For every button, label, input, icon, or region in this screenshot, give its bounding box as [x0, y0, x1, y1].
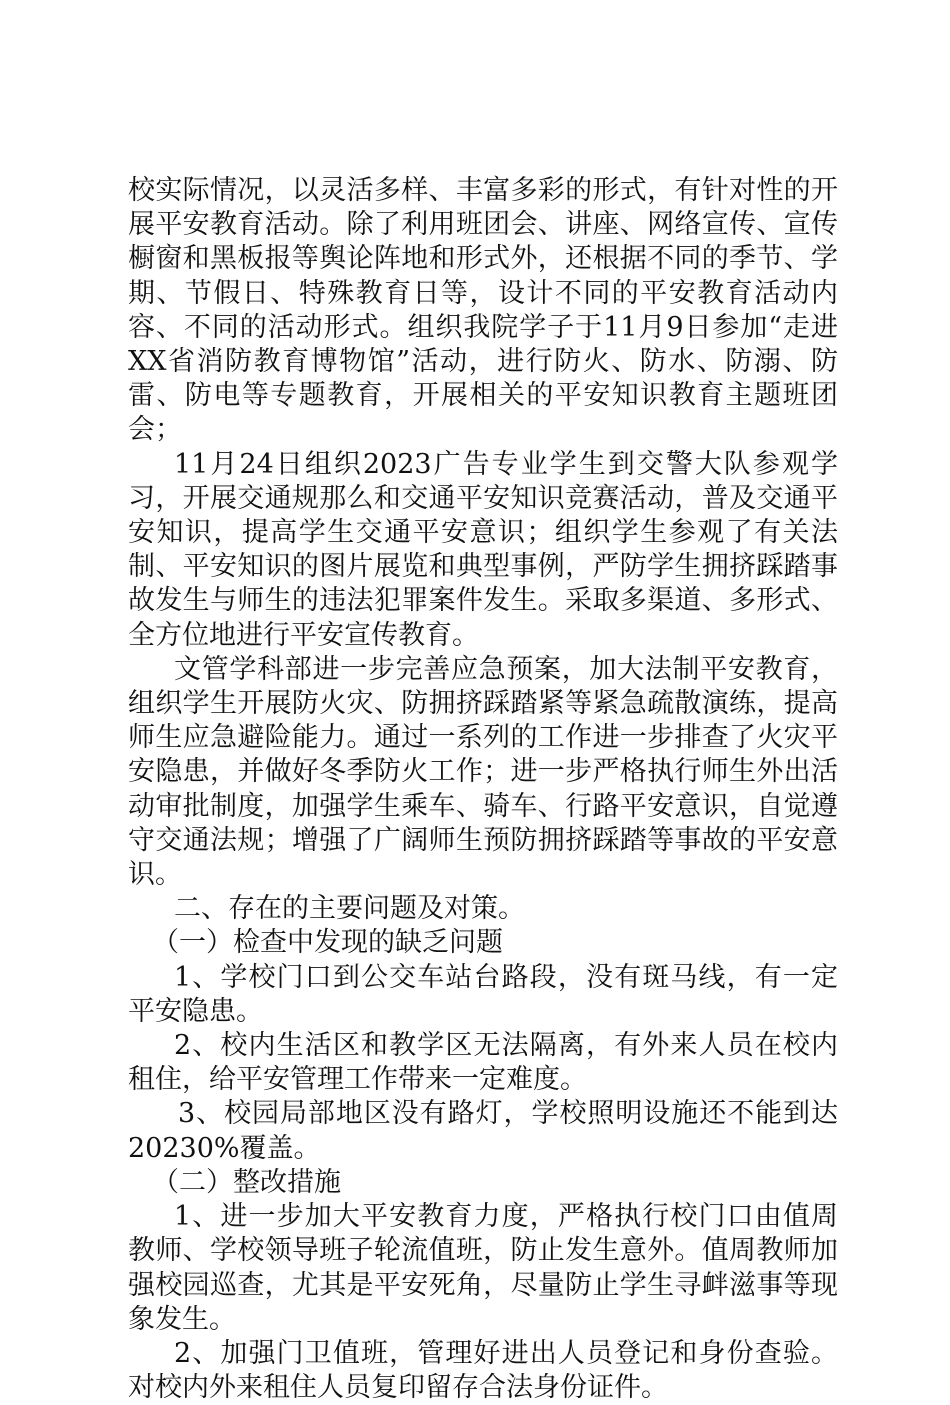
subheading-measures: （二）整改措施	[152, 1166, 341, 1198]
problem-item-1: 1、学校门口到公交车站台路段，没有斑马线，有一定平安隐患。	[128, 961, 838, 1027]
measure-item-1: 1、进一步加大平安教育力度，严格执行校门口由值周教师、学校领导班子轮流值班，防止发生意外。值周教师加强校园巡查，尤其是平安死角，尽量防止学生寻衅滋事等现象发生。	[128, 1201, 838, 1335]
paragraph-continuation: 校实际情况，以灵活多样、丰富多彩的形式，有针对性的开展平安教育活动。除了利用班团会、讲座、网络宣传、宣传橱窗和黑板报等舆论阵地和形式外，还根据不同的季节、学期、节假日、特殊教育日等，设计不同的平安教育活动内容、不同的活动形式。组织我院学子于11月9日参加“走进XX省消防教育博物馆”活动，进行防火、防水、防溺、防雷、防电等专题教育，开展相关的平安知识教育主题班团会；	[128, 175, 838, 446]
document-body	[128, 174, 838, 1405]
problem-item-2: 2、校内生活区和教学区无法隔离，有外来人员在校内租住，给平安管理工作带来一定难度。	[128, 1030, 838, 1096]
subheading-problems-found: （一）检查中发现的缺乏问题	[152, 927, 503, 959]
paragraph-traffic-visit: 11月24日组织2023广告专业学生到交警大队参观学习，开展交通规那么和交通平安知识竞赛活动，普及交通平安知识，提高学生交通平安意识；组织学生参观了有关法制、平安知识的图片展览和典型事例，严防学生拥挤踩踏事故发生与师生的违法犯罪案件发生。采取多渠道、多形式、全方位地进行平安宣传教育。	[128, 448, 838, 651]
measure-item-2: 2、加强门卫值班，管理好进出人员登记和身份查验。对校内外来租住人员复印留存合法身份证件。	[128, 1337, 838, 1404]
problem-item-3: 3、校园局部地区没有路灯，学校照明设施还不能到达20230%覆盖。	[128, 1098, 838, 1164]
paragraph-emergency-plan: 文管学科部进一步完善应急预案，加大法制平安教育，组织学生开展防火灾、防拥挤踩踏紧等紧急疏散演练，提高师生应急避险能力。通过一系列的工作进一步排查了火灾平安隐患，并做好冬季防火工作；进一步严格执行师生外出活动审批制度，加强学生乘车、骑车、行路平安意识，自觉遵守交通法规；增强了广阔师生预防拥挤踩踏等事故的平安意识。	[128, 653, 838, 891]
section-heading-problems: 二、存在的主要问题及对策。	[174, 893, 525, 925]
